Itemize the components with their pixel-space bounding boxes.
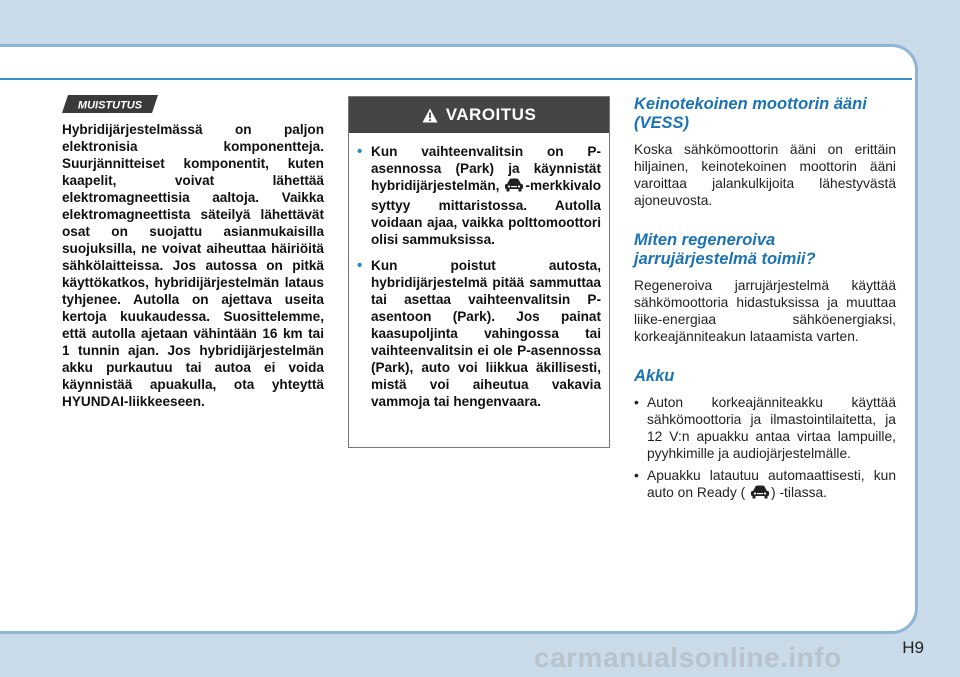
bullet-dot: • [357, 143, 363, 160]
vess-heading: Keinotekoinen moottorin ääni (VESS) [634, 95, 867, 132]
regen-section [634, 231, 896, 345]
battery-heading: Akku [634, 367, 675, 385]
caution-badge [62, 95, 158, 113]
battery-section [634, 367, 896, 504]
caution-text: Hybridijärjestelmässä on paljon elektronisia komponentteja. Suurjännitteiset komponentit, kuten kaapelit, voivat lähettää elektromagneettisia aaltoja. Vaikka elektromagneettista säteilyä lähettävät osat on suojattu asianmukaisilla suojuksilla, ne voivat aiheuttaa häiriöitä sähkölaitteissa. Jos autossa on pitkä käyttökatkos, hybridijärjestelmän lataus tyhjenee. Autolla on ajettava useita kertoja kuukaudessa. Suosittelemme, että autolla ajetaan vähintään 16 km tai 1 tunnin ajan. Jos hybridijärjestelmän akku purkautuu tai autoa ei voida käynnistää apuakulla, ota yhteyttä HYUNDAI-liikkeeseen. [62, 122, 324, 409]
bullet-dot: • [634, 468, 639, 483]
warning-title: VAROITUS [445, 105, 537, 124]
battery-item-2-text-before: Apuakku latautuu automaattisesti, kun auto on Ready ( [647, 468, 896, 500]
battery-item [634, 467, 896, 504]
car-ready-icon [503, 177, 525, 197]
vess-section [634, 95, 896, 209]
warning-item-1-text-after: -merkkivalo syttyy mittaristossa. Autolla voidaan ajaa, vaikka polttomoottori olisi sammuksissa. [371, 178, 601, 247]
page-number: H9 [902, 638, 924, 657]
regen-text: Regeneroiva jarrujärjestelmä käyttää sähkömoottoria hidastuksissa ja muuttaa liike-energiaa sähköenergiaksi, korkeajänniteakun lataamista varten. [634, 278, 896, 344]
warning-item-1-text-before: Kun vaihteenvalitsin on P-asennossa (Park) ja käynnistät hybridijärjestelmän, [371, 144, 601, 193]
battery-list [634, 394, 896, 504]
watermark[interactable]: carmanualsonline.info [534, 642, 842, 673]
warning-header [349, 97, 609, 133]
car-ready-icon [749, 484, 771, 504]
warning-box [348, 96, 610, 448]
warning-item [357, 257, 601, 410]
caution-badge-label: MUISTUTUS [77, 99, 143, 112]
battery-item [634, 394, 896, 462]
vess-text: Koska sähkömoottorin ääni on erittäin hiljainen, keinotekoinen moottorin ääni varoittaa jalankulkijoita lähestyvästä ajoneuvosta. [634, 142, 896, 208]
right-column [634, 95, 896, 526]
battery-item-2-text-after: ) -tilassa. [771, 485, 827, 500]
battery-item-1-text: Auton korkeajänniteakku käyttää sähkömoottoria ja ilmastointilaitetta, ja 12 V:n apuakku antaa virtaa lampuille, pyyhkimille ja audiojärjestelmälle. [647, 395, 896, 461]
bullet-dot: • [357, 257, 363, 274]
regen-heading: Miten regeneroiva jarrujärjestelmä toimii? [634, 231, 816, 268]
warning-item [357, 143, 601, 248]
warning-triangle-icon [422, 108, 438, 123]
top-rule [0, 78, 912, 80]
bullet-dot: • [634, 395, 639, 410]
warning-item-2-text: Kun poistut autosta, hybridijärjestelmä pitää sammuttaa tai asettaa vaihteenvalitsin P-asentoon (Park). Jos painat kaasupoljinta vahingossa tai vaihteenvalitsin ei ole P-asennossa (Park), auto voi liikkua äkillisesti, mistä voi aiheutua vakavia vammoja tai hengenvaara. [371, 258, 601, 409]
warning-list [349, 133, 609, 410]
